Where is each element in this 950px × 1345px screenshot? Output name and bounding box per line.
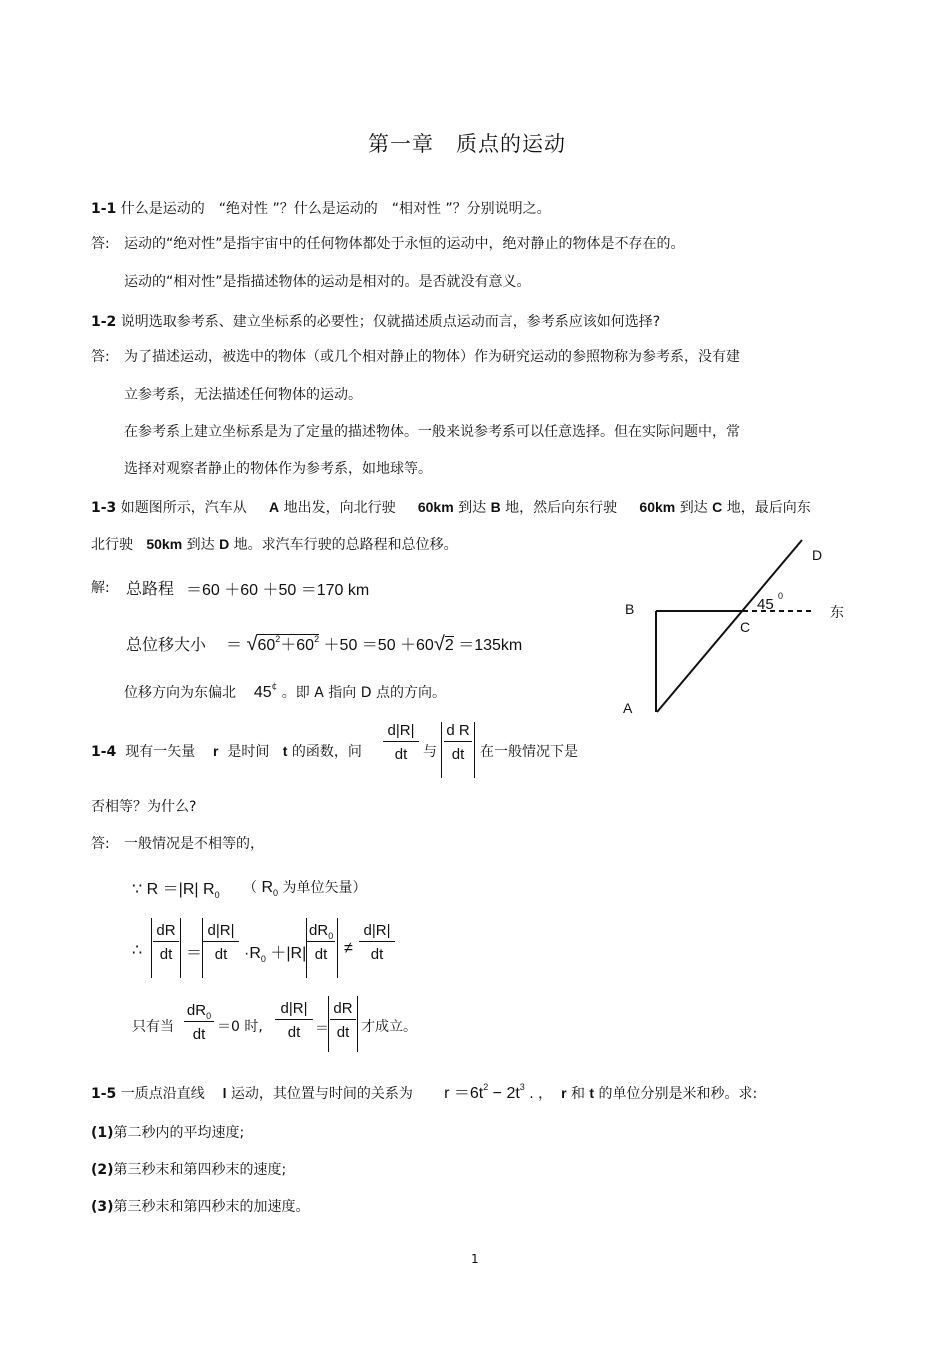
angle-value: 45 — [253, 684, 272, 701]
direction-text: 位移方向为东偏北 — [124, 685, 236, 701]
question-text: 说明选取参考系、建立坐标系的必要性；仅就描述质点运动而言，参考系应该如何选择? — [120, 314, 661, 330]
exponent: 2 — [314, 634, 320, 644]
vector-r: R — [399, 722, 411, 739]
fraction-dr-dt — [153, 922, 179, 963]
label-c: C — [740, 619, 751, 635]
vector-r: R — [182, 881, 195, 898]
question-1-4-line-2: 否相等？为什么? — [91, 799, 197, 815]
q4-text: 在一般情况下是 — [480, 744, 578, 760]
total-path-expression: ＝60 ＋60 ＋50 ＝170 km — [186, 582, 370, 599]
label-b: B — [625, 601, 635, 617]
vector-r: R — [292, 1000, 304, 1017]
result: ＝135km — [458, 637, 523, 654]
question-1-4-line-1 — [91, 741, 362, 761]
sub-question-text: 第二秒内的平均速度; — [113, 1125, 245, 1141]
label-d: D — [812, 547, 823, 563]
vector-r: R — [219, 922, 231, 939]
denominator: dt — [451, 746, 465, 763]
solution-label: 解: — [91, 580, 110, 596]
denominator: dt — [192, 1026, 206, 1043]
vector-r: R — [203, 881, 215, 898]
term: ＋60 — [280, 637, 315, 654]
angle-label: 45 — [757, 596, 774, 613]
dot-r0-term: $\cdot R_0 +|R|$ — [244, 945, 307, 964]
displacement-label: 总位移大小 — [126, 635, 207, 654]
abs-bar-right — [474, 722, 475, 778]
subscript-zero: 0 — [260, 954, 266, 964]
abs-bar — [357, 996, 358, 1052]
fraction-d-abs-r-dt — [203, 922, 239, 963]
q3-text: 如题图所示，汽车从 — [120, 500, 247, 516]
fraction-d-abs-r-dt — [383, 722, 419, 763]
denominator: dt — [314, 946, 328, 963]
fraction-d-r-dt — [444, 722, 472, 763]
equals: ＝ — [162, 881, 179, 898]
vector-r: R — [146, 881, 159, 898]
numerator — [444, 722, 472, 741]
abs-bar — [328, 996, 329, 1052]
answer-1-2-line-1: 为了描述运动，被选中的物体（或几个相对静止的物体）作为研究运动的参照物称为参考系，没有建 — [124, 349, 740, 365]
position-equation: r ＝6t — [444, 1085, 484, 1102]
radicand — [257, 634, 319, 654]
question-number: 1-3 — [91, 500, 117, 516]
answer-1-1-line-1: 运动的“绝对性”是指宇宙中的任何物体都处于永恒的运动中，绝对静止的物体是不存在的。 — [124, 236, 685, 252]
subscript-zero: 0 — [206, 1011, 212, 1021]
point-b: B — [490, 499, 501, 515]
numerator: d|R| — [280, 1000, 308, 1017]
term: 60 — [257, 637, 276, 654]
equals: ＝ — [315, 1020, 329, 1036]
subscript-zero: 0 — [214, 890, 220, 900]
exponent: 2 — [483, 1082, 489, 1092]
vector-r: R — [458, 722, 470, 739]
therefore-symbol: ∴ — [132, 942, 143, 959]
sub-question-2 — [91, 1159, 286, 1179]
and-text: 与 — [423, 744, 437, 760]
denominator: dt — [394, 746, 408, 763]
sub-question-number: (1) — [91, 1125, 114, 1141]
question-number: 1-4 — [91, 744, 117, 760]
term: ＋50 ＝50 ＋60 — [323, 637, 434, 654]
distance-3: 50km — [146, 536, 183, 552]
distance-1: 60km — [417, 499, 454, 515]
equals: ＝ — [186, 945, 203, 962]
answer-1-2-line-4: 选择对观察者静止的物体作为参考系，如地球等。 — [124, 461, 432, 477]
subscript-zero: 0 — [273, 888, 279, 898]
variable-r: r — [561, 1085, 567, 1101]
q5-text: 一质点沿直线 — [120, 1086, 205, 1102]
holds-text: 才成立。 — [361, 1019, 417, 1035]
q5-text: 的单位分别是米和秒。求: — [598, 1086, 758, 1102]
abs-bar — [151, 918, 152, 978]
d: d — [333, 1000, 342, 1017]
variable-t: t — [589, 1085, 595, 1101]
q4-text: 现有一矢量 — [125, 744, 196, 760]
numerator — [307, 922, 335, 941]
fraction-dr0-dt — [184, 1002, 214, 1043]
d: d — [156, 922, 165, 939]
vector-r: R — [249, 945, 261, 962]
not-equal: ≠ — [344, 940, 353, 957]
vector-r: R — [290, 945, 303, 962]
paren-open: （ — [243, 880, 257, 896]
sub-question-number: (2) — [91, 1162, 114, 1178]
numerator — [153, 922, 179, 941]
line-a-to-d — [657, 540, 802, 712]
equals: ＝ — [226, 637, 243, 654]
d: d — [280, 1000, 289, 1017]
question-number: 1-5 — [91, 1086, 117, 1102]
subscript-zero: 0 — [328, 931, 334, 941]
sub-question-1 — [91, 1122, 244, 1142]
displacement-expression — [226, 632, 522, 656]
sqrt-sign: √ — [433, 633, 445, 655]
distance-2: 60km — [639, 499, 676, 515]
d: d — [186, 1002, 196, 1019]
time-t: t — [282, 743, 288, 759]
question-1-1 — [91, 198, 551, 218]
answer-1-4-line-1: 一般情况是不相等的， — [124, 836, 264, 852]
point-d: D — [219, 536, 230, 552]
q3-text: 北行驶 — [91, 537, 133, 553]
route-diagram — [610, 535, 860, 720]
denominator: dt — [370, 946, 384, 963]
q3-text: 地，然后向东行驶 — [505, 500, 618, 516]
numerator — [184, 1002, 214, 1021]
question-1-2 — [91, 311, 660, 331]
abs-bar-left — [441, 722, 442, 778]
sub-question-text: 第三秒末和第四秒末的速度; — [113, 1162, 287, 1178]
sub-question-3 — [91, 1196, 310, 1216]
question-1-5 — [91, 1080, 757, 1103]
answer-1-2-line-3: 在参考系上建立坐标系是为了定量的描述物体。一般来说参考系可以任意选择。但在实际问题中，常 — [124, 424, 740, 440]
chapter-title: 第一章 质点的运动 — [368, 132, 566, 156]
only-when-text: 只有当 — [132, 1019, 174, 1035]
vector-r: R — [375, 922, 387, 939]
q3-text: 到达 — [186, 537, 215, 553]
answer-label: 答: — [91, 836, 110, 852]
q3-text: 到达 — [679, 500, 708, 516]
sub-question-number: (3) — [91, 1199, 114, 1215]
total-path-label: 总路程 — [126, 579, 175, 598]
fraction-d-abs-r-dt — [359, 922, 395, 963]
vector-r: R — [317, 922, 329, 939]
degree-mark: ¢ — [271, 682, 278, 692]
q3-text: 地出发，向北行驶 — [283, 500, 396, 516]
dot: · — [244, 945, 250, 962]
d: d — [446, 722, 455, 739]
sub-question-text: 第三秒末和第四秒末的加速度。 — [113, 1199, 310, 1215]
page-number: 1 — [471, 1252, 479, 1266]
exponent: 2 — [275, 634, 281, 644]
answer-label: 答: — [91, 349, 110, 365]
east-label: 东 — [830, 604, 844, 620]
plus: ＋ — [270, 945, 287, 962]
answer-1-2-line-2: 立参考系，无法描述任何物体的运动。 — [124, 387, 362, 403]
displacement-direction — [124, 682, 446, 702]
q5-text: . ， — [529, 1086, 553, 1102]
question-number: 1-2 — [91, 314, 117, 330]
q5-text: 运动，其位置与时间的关系为 — [230, 1086, 413, 1102]
point-c: C — [712, 499, 723, 515]
fraction-d-abs-r-dt — [275, 1000, 313, 1041]
d: d — [309, 922, 318, 939]
denominator: dt — [214, 946, 228, 963]
line-l: l — [222, 1085, 227, 1101]
because-equation: ∵ R ＝|R| $R_0$ — [132, 881, 220, 900]
point-a: A — [269, 499, 280, 515]
q3-text: 地。求汽车行驶的总路程和总位移。 — [233, 537, 458, 553]
fraction-dr0-dt — [307, 922, 335, 963]
vector-r: R — [341, 1000, 353, 1017]
question-1-3-line-2 — [91, 534, 458, 554]
numerator: d|R| — [207, 922, 235, 939]
vector-r: r — [213, 743, 219, 759]
vector-r: R — [261, 879, 274, 896]
unit-note — [243, 877, 366, 897]
q3-text: 地，最后向东 — [726, 500, 811, 516]
answer-label: 答: — [91, 236, 110, 252]
d: d — [207, 922, 216, 939]
sqrt-sign: √ — [246, 633, 258, 655]
d: d — [363, 922, 372, 939]
q4-text: 是时间 — [227, 744, 270, 760]
position-equation: − 2t — [488, 1085, 520, 1102]
exponent: 3 — [519, 1082, 525, 1092]
denominator: dt — [287, 1024, 301, 1041]
q4-text: 的函数，问 — [291, 744, 362, 760]
unit-note-text: 为单位矢量） — [282, 880, 367, 896]
abs-bar — [180, 918, 181, 978]
question-text: 什么是运动的 “绝对性 ”？什么是运动的 “相对性 ”？分别说明之。 — [120, 201, 551, 217]
q3-text: 到达 — [458, 500, 487, 516]
angle-degree: 0 — [778, 591, 784, 601]
vector-r: R — [195, 1002, 207, 1019]
direction-tail: 。即 A 指向 D 点的方向。 — [281, 685, 446, 701]
vector-r: R — [164, 922, 176, 939]
label-a: A — [623, 700, 633, 716]
fraction-dr-dt — [330, 1000, 356, 1041]
denominator: dt — [336, 1024, 350, 1041]
q5-text: 和 — [570, 1086, 585, 1102]
question-1-3-line-1 — [91, 497, 811, 517]
question-number: 1-1 — [91, 201, 117, 217]
numerator: d|R| — [387, 722, 415, 739]
radicand: 2 — [444, 637, 454, 654]
abs-bar — [337, 918, 338, 978]
numerator: d|R| — [363, 922, 391, 939]
denominator: dt — [159, 946, 173, 963]
because-symbol: ∵ — [132, 881, 143, 898]
d: d — [387, 722, 396, 739]
answer-1-1-line-2: 运动的“相对性”是指描述物体的运动是相对的。是否就没有意义。 — [124, 274, 531, 290]
equals-zero-text: ＝0 时, — [217, 1019, 263, 1035]
numerator — [330, 1000, 356, 1019]
